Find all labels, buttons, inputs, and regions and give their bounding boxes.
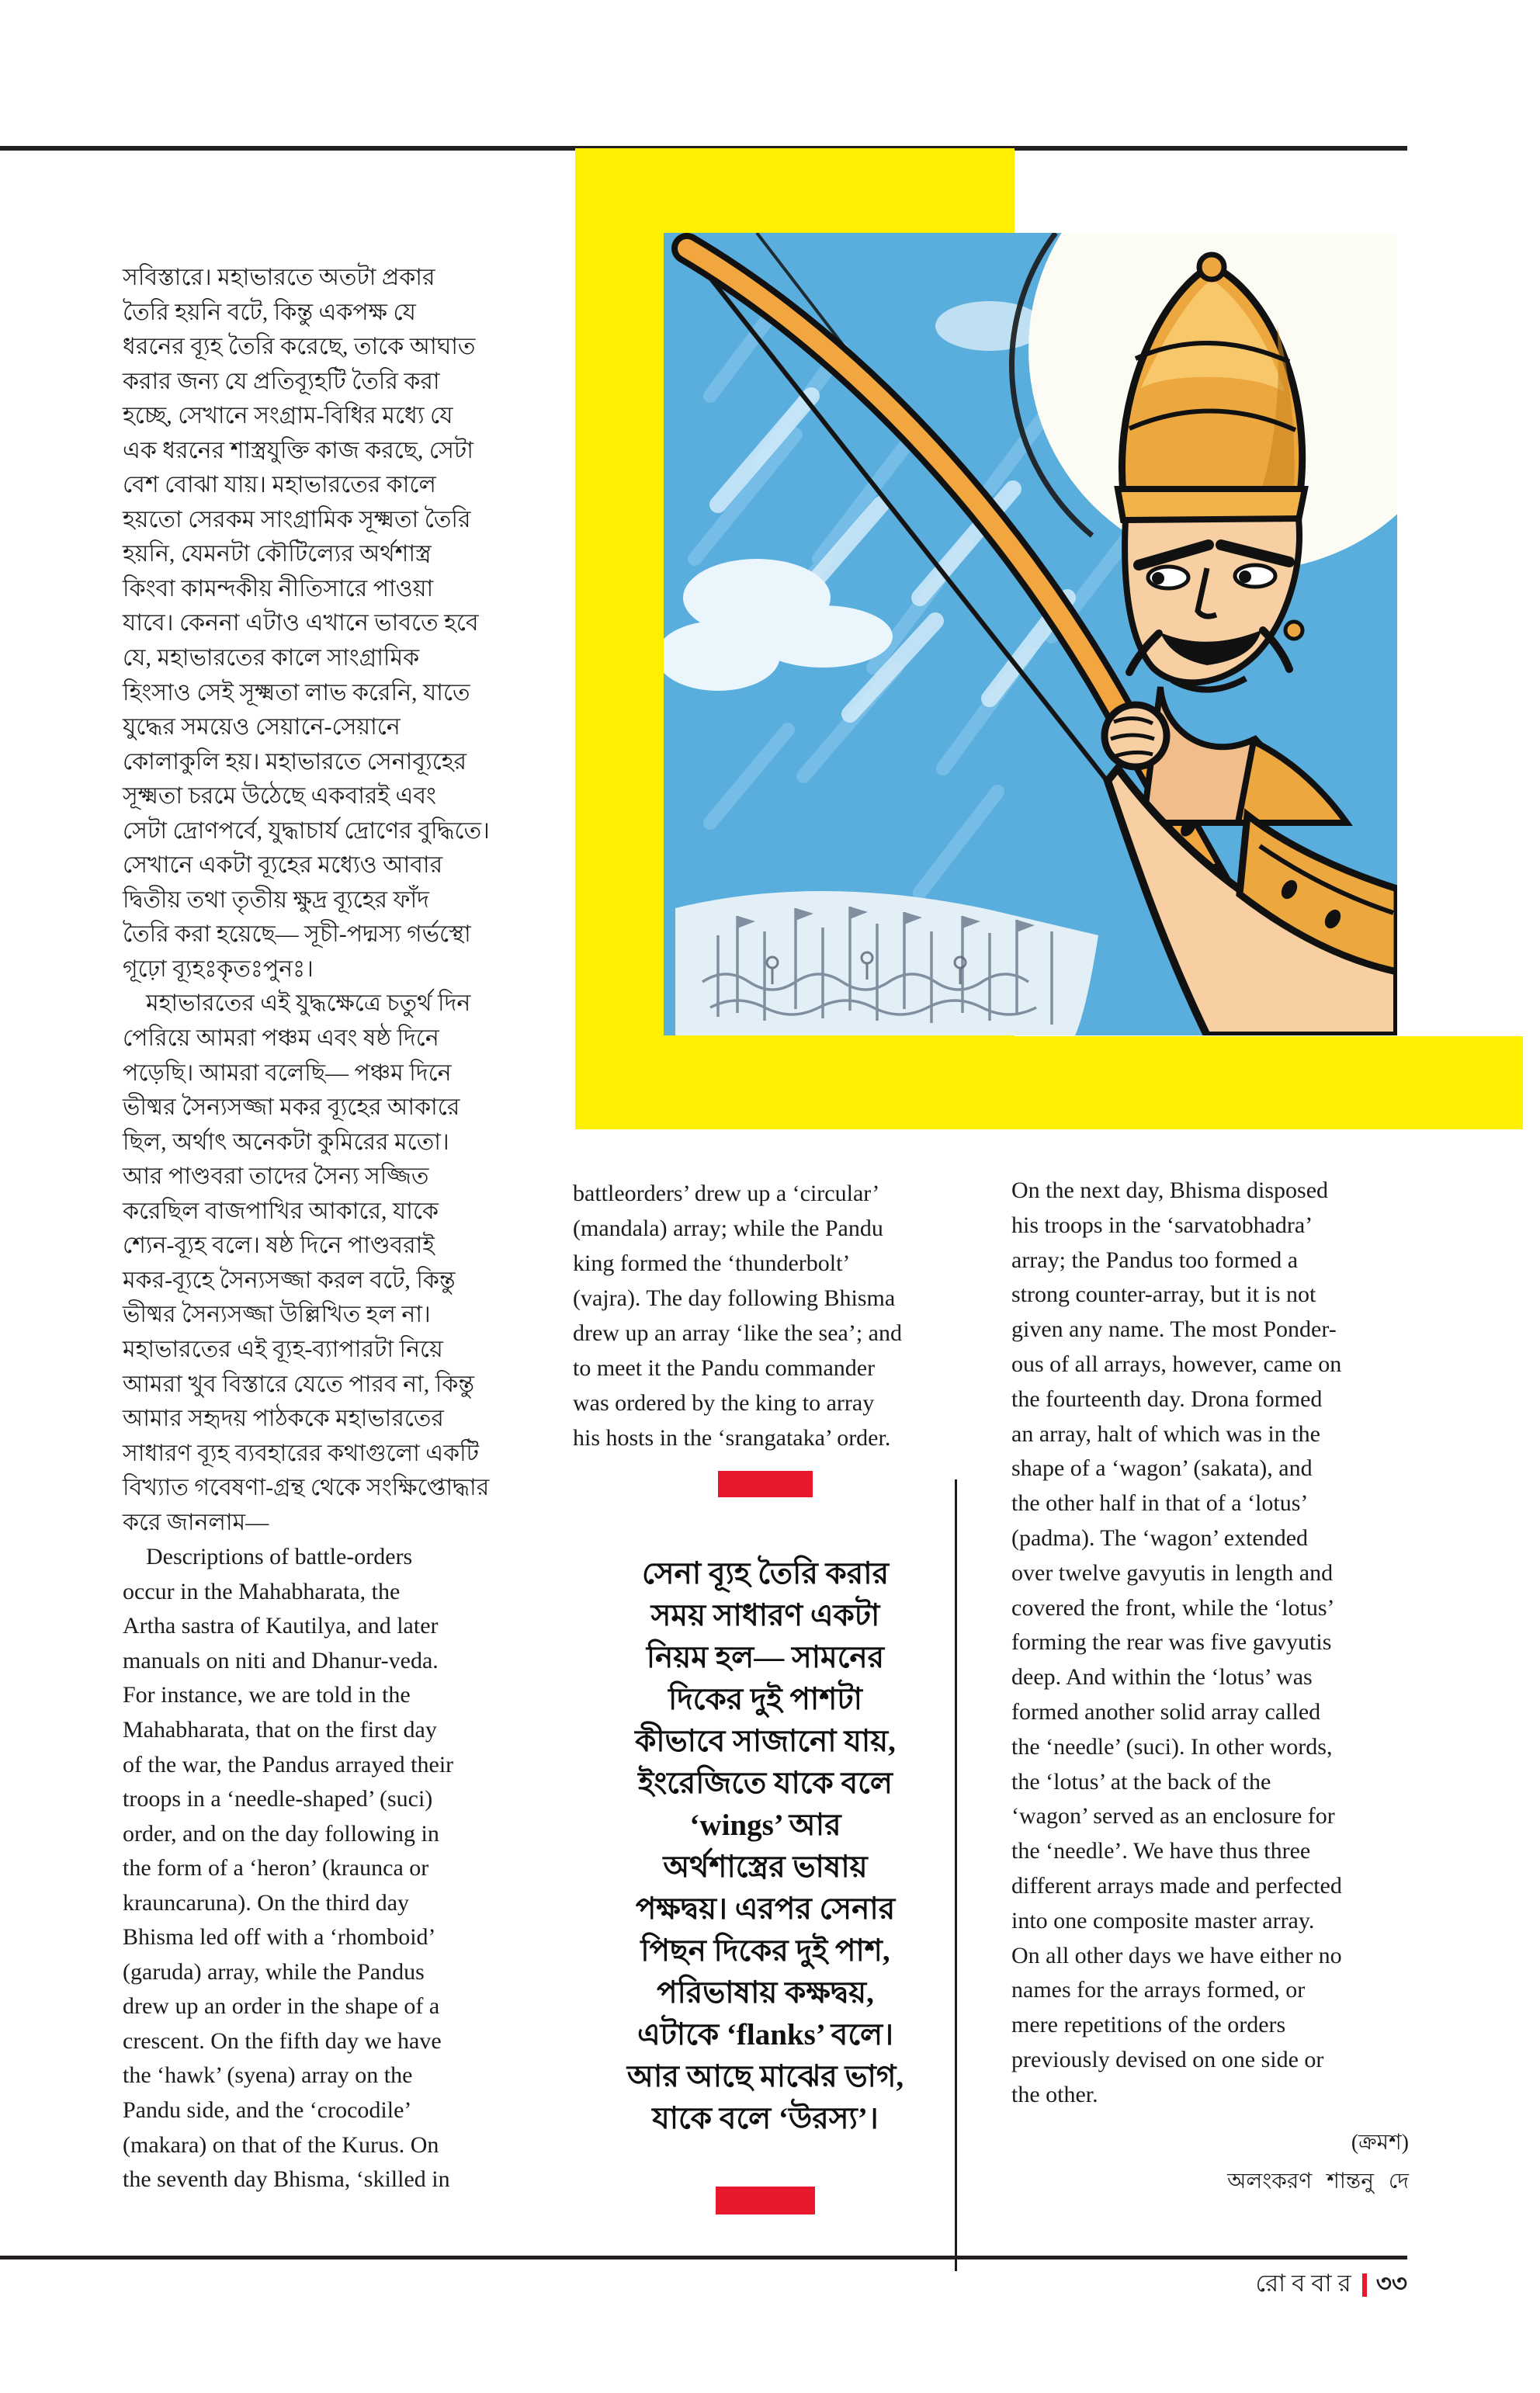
text-line: the ‘needle’ (suci). In other words, [1011, 1733, 1333, 1760]
text-line: crescent. On the fifth day we have [123, 2027, 442, 2054]
english-text-block-left [123, 1540, 548, 2197]
text-line: ভীষ্মর সৈন্যসজ্জা উল্লিখিত হল না। [123, 1302, 431, 1328]
text-line: into one composite master array. [1011, 1907, 1315, 1933]
text-line: of the war, the Pandus arrayed their [123, 1751, 454, 1777]
brand-name: রোববার [1255, 2270, 1358, 2297]
right-article-column [1011, 1174, 1454, 2113]
bengali-text-block [123, 261, 548, 1540]
text-line: ছিল, অর্থাৎ অনেকটা কুমিরের মতো। [123, 1129, 449, 1155]
text-line: মহাভারতের এই যুদ্ধক্ষেত্রে চতুর্থ দিন [123, 990, 471, 1017]
text-line: (padma). The ‘wagon’ extended [1011, 1524, 1309, 1551]
text-line: আমার সহৃদয় পাঠককে মহাভারতের [123, 1406, 444, 1432]
text-line: তৈরি করা হয়েছে— সূচী-পদ্মস্য গর্ভস্থো [123, 921, 471, 948]
footer-rule [0, 2256, 1407, 2259]
text-line: এটাকে ‘flanks’ বলে। [636, 2018, 894, 2051]
text-line: troops in a ‘needle-shaped’ (suci) [123, 1786, 433, 1812]
text-line: কোলাকুলি হয়। মহাভারতে সেনাব্যূহের [123, 748, 467, 775]
text-line: the ‘lotus’ at the back of the [1011, 1768, 1271, 1795]
text-line: এক ধরনের শাস্ত্রযুক্তি কাজ করছে, সেটা [123, 437, 473, 463]
text-line: deep. And within the ‘lotus’ was [1011, 1664, 1313, 1691]
text-line: আর পাণ্ডবরা তাদের সৈন্য সজ্জিত [123, 1164, 429, 1190]
text-line: the ‘hawk’ (syena) array on the [123, 2062, 413, 2089]
text-line: হয়তো সেরকম সাংগ্রামিক সূক্ষ্মতা তৈরি [123, 506, 471, 532]
text-line: Descriptions of battle-orders [123, 1544, 413, 1570]
text-line: strong counter-array, but it is not [1011, 1281, 1316, 1308]
text-line: মহাভারতের এই ব্যূহ-ব্যাপারটা নিয়ে [123, 1336, 443, 1362]
text-line: On the next day, Bhisma disposed [1011, 1177, 1329, 1203]
text-line: over twelve gavyutis in length and [1011, 1559, 1334, 1586]
text-line: For instance, we are told in the [123, 1682, 411, 1708]
text-line: যুদ্ধের সময়েও সেয়ানে-সেয়ানে [123, 714, 401, 740]
left-article-column [123, 261, 548, 2197]
bow-grip-hand [1105, 705, 1167, 767]
text-line: Pandu side, and the ‘crocodile’ [123, 2096, 412, 2123]
text-line: Mahabharata, that on the first day [123, 1716, 437, 1743]
text-line: বিখ্যাত গবেষণা-গ্রন্থ থেকে সংক্ষিপ্তোদ্ধার [123, 1475, 490, 1501]
text-line: names for the arrays formed, or [1011, 1977, 1306, 2003]
text-line: his troops in the ‘sarvatobhadra’ [1011, 1212, 1313, 1238]
text-line: the fourteenth day. Drona formed [1011, 1386, 1323, 1412]
text-line: given any name. The most Ponder- [1011, 1316, 1337, 1343]
text-line: তৈরি হয়নি বটে, কিন্তু একপক্ষ যে [123, 299, 416, 325]
text-line: mere repetitions of the orders [1011, 2012, 1286, 2038]
text-line: করে জানলাম— [123, 1509, 269, 1535]
text-line: ভীষ্মর সৈন্যসজ্জা মকর ব্যূহের আকারে [123, 1094, 460, 1121]
text-line: the form of a ‘heron’ (kraunca or [123, 1855, 429, 1881]
text-line: drew up an array ‘like the sea’; and [573, 1320, 902, 1346]
text-line: কিংবা কামন্দকীয় নীতিসারে পাওয়া [123, 575, 434, 602]
text-line: ‘wagon’ served as an enclosure for [1011, 1803, 1335, 1829]
text-line: যাবে। কেননা এটাও এখানে ভাবতে হবে [123, 610, 479, 636]
pull-quote-text [575, 1553, 956, 2140]
text-line: ‘wings’ আর [689, 1809, 841, 1842]
text-line: মকর-ব্যূহে সৈন্যসজ্জা করল বটে, কিন্তু [123, 1267, 456, 1293]
text-line: ous of all arrays, however, came on [1011, 1351, 1342, 1377]
text-line: the seventh day Bhisma, ‘skilled in [123, 2166, 450, 2193]
text-line: (makara) on that of the Kurus. On [123, 2131, 439, 2158]
text-line: Artha sastra of Kautilya, and later [123, 1613, 439, 1639]
yellow-backdrop-bottom [1015, 1036, 1523, 1129]
text-line: array; the Pandus too formed a [1011, 1247, 1299, 1273]
pull-quote [575, 1471, 956, 2214]
text-line: an array, halt of which was in the [1011, 1420, 1320, 1447]
text-line: On all other days we have either no [1011, 1942, 1342, 1968]
text-line: ধরনের ব্যূহ তৈরি করেছে, তাকে আঘাত [123, 334, 476, 360]
illustration-credit: অলংকরণ শান্তনু দে [1227, 2169, 1409, 2194]
text-line: যে, মহাভারতের কালে সাংগ্রামিক [123, 645, 420, 671]
page-number: ৩৩ [1375, 2270, 1407, 2297]
text-line: আর আছে মাঝের ভাগ, [626, 2060, 904, 2093]
text-line: করেছিল বাজপাখির আকারে, যাকে [123, 1198, 439, 1224]
text-line: নিয়ম হল— সামনের [646, 1641, 885, 1674]
english-text-block-middle [573, 1176, 956, 1455]
text-line: (mandala) array; while the Pandu [573, 1216, 883, 1241]
text-line: his hosts in the ‘srangataka’ order. [573, 1425, 891, 1451]
text-line: দিকের দুই পাশটা [668, 1683, 862, 1716]
text-line: covered the front, while the ‘lotus’ [1011, 1594, 1335, 1621]
footer-separator [1362, 2273, 1367, 2297]
text-line: গূঢ়ো ব্যূহঃকৃতঃপুনঃ। [123, 955, 314, 982]
text-line: (vajra). The day following Bhisma [573, 1285, 896, 1311]
text-line: সূক্ষ্মতা চরমে উঠেছে একবারই এবং [123, 783, 436, 810]
text-line: সেখানে একটা ব্যূহের মধ্যেও আবার [123, 852, 443, 879]
text-line: (garuda) array, while the Pandus [123, 1958, 425, 1985]
text-line: কীভাবে সাজানো যায়, [635, 1725, 896, 1758]
text-line: দ্বিতীয় তথা তৃতীয় ক্ষুদ্র ব্যূহের ফাঁদ [123, 886, 429, 913]
english-text-block-right [1011, 1174, 1454, 2113]
text-line: manuals on niti and Dhanur-veda. [123, 1647, 439, 1673]
text-line: সবিস্তারে। মহাভারতে অতটা প্রকার [123, 265, 435, 290]
text-line: shape of a ‘wagon’ (sakata), and [1011, 1455, 1313, 1482]
text-line: সময় সাধারণ একটা [650, 1599, 880, 1632]
text-line: পরিভাষায় কক্ষদ্বয়, [657, 1976, 874, 2010]
warrior-bow-illustration [664, 233, 1397, 1035]
text-line: যাকে বলে ‘উরস্য’। [652, 2102, 879, 2135]
pull-quote-top-bar [718, 1471, 813, 1497]
text-line: পড়েছি। আমরা বলেছি— পঞ্চম দিনে [123, 1060, 452, 1086]
credits-block [1011, 2125, 1409, 2200]
text-line: হিংসাও সেই সূক্ষ্মতা লাভ করেনি, যাতে [123, 679, 470, 706]
text-line: সাধারণ ব্যূহ ব্যবহারের কথাগুলো একটি [123, 1440, 480, 1466]
middle-article-column [573, 1176, 956, 1455]
text-line: বেশ বোঝা যায়। মহাভারতের কালে [123, 472, 436, 498]
text-line: the other. [1011, 2081, 1098, 2107]
text-line: order, and on the day following in [123, 1820, 439, 1847]
text-line: different arrays made and perfected [1011, 1872, 1342, 1899]
text-line: অর্থশাস্ত্রের ভাষায় [663, 1850, 868, 1884]
column-divider-rule [955, 1479, 957, 2271]
text-line: was ordered by the king to array [573, 1390, 875, 1416]
text-line: পক্ষদ্বয়। এরপর সেনার [635, 1892, 896, 1926]
text-line: to meet it the Pandu commander [573, 1355, 876, 1381]
text-line: করার জন্য যে প্রতিব্যূহটি তৈরি করা [123, 368, 440, 394]
text-line: ইংরেজিতে যাকে বলে [638, 1767, 893, 1800]
text-line: occur in the Mahabharata, the [123, 1578, 401, 1604]
text-line: পিছন দিকের দুই পাশ, [640, 1934, 890, 1968]
pull-quote-bottom-bar [716, 2187, 815, 2214]
text-line: formed another solid array called [1011, 1698, 1321, 1725]
text-line: drew up an order in the shape of a [123, 1993, 440, 2020]
text-line: previously devised on one side or [1011, 2046, 1324, 2072]
text-line: king formed the ‘thunderbolt’ [573, 1250, 851, 1276]
text-line: সেনা ব্যূহ তৈরি করার [641, 1557, 890, 1590]
text-line: Bhisma led off with a ‘rhomboid’ [123, 1924, 436, 1951]
text-line: the ‘needle’. We have thus three [1011, 1838, 1311, 1864]
text-line: হচ্ছে, সেখানে সংগ্রাম-বিধির মধ্যে যে [123, 403, 453, 429]
text-line: শ্যেন-ব্যূহ বলে। ষষ্ঠ দিনে পাণ্ডবরাই [123, 1233, 435, 1259]
text-line: হয়নি, যেমনটা কৌটিল্যের অর্থশাস্ত্র [123, 541, 432, 567]
text-line: krauncaruna). On the third day [123, 1889, 410, 1916]
text-line: the other half in that of a ‘lotus’ [1011, 1490, 1309, 1517]
text-line: সেটা দ্রোণপর্বে, যুদ্ধাচার্য দ্রোণের বুদ্ধিতে। [123, 817, 490, 844]
text-line: আমরা খুব বিস্তারে যেতে পারব না, কিন্তু [123, 1371, 474, 1397]
text-line: পেরিয়ে আমরা পঞ্চম এবং ষষ্ঠ দিনে [123, 1025, 439, 1052]
text-line: battleorders’ drew up a ‘circular’ [573, 1181, 880, 1206]
text-line: forming the rear was five gavyutis [1011, 1629, 1332, 1656]
page-footer [1256, 2268, 1407, 2302]
serial-note: (ক্রমশ) [1351, 2131, 1409, 2155]
